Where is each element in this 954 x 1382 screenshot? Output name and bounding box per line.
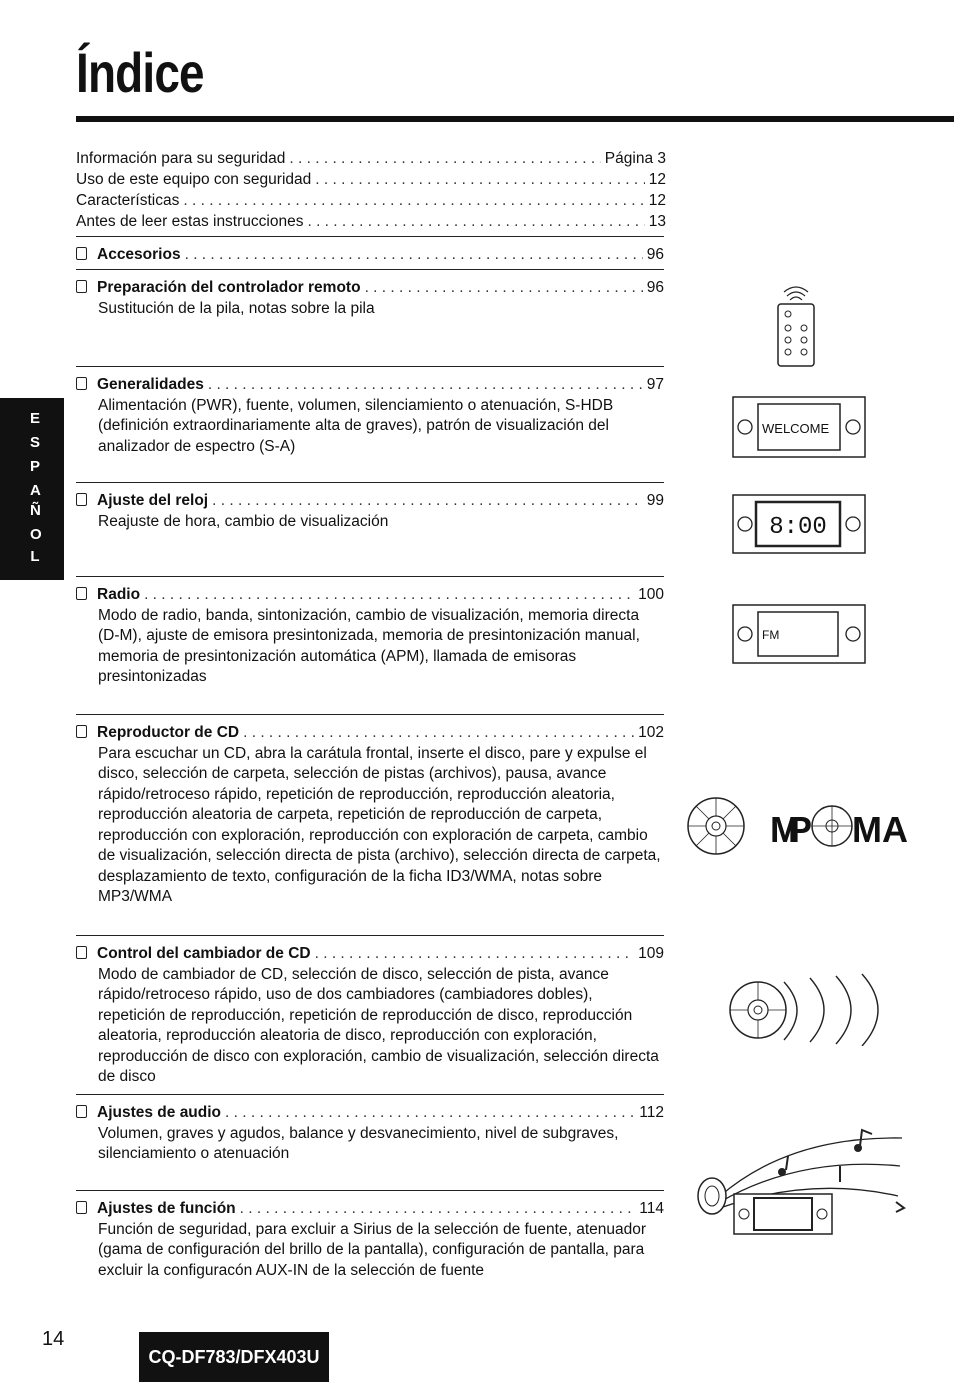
welcome-display-icon — [732, 396, 866, 458]
toc-section-generalidades — [76, 366, 664, 457]
toc-label: Información para su seguridad — [76, 150, 286, 167]
toc-section-changer — [76, 935, 664, 1088]
display-text: 8:00 — [769, 514, 827, 541]
checkbox-icon — [76, 1105, 87, 1118]
section-title: Radio — [97, 586, 141, 603]
cd-changer-icon — [726, 966, 896, 1046]
cd-mp3-wma-icon — [686, 792, 912, 862]
display-text: FM — [762, 628, 780, 642]
toc-label: Antes de leer estas instrucciones — [76, 213, 304, 230]
language-tab-letter: E — [30, 410, 41, 427]
section-description: Función de seguridad, para excluir a Sirius de la selección de fuente, atenuador (gama de configuración del brillo de la pantalla), configuración de pantalla, para excluir la configuracón AUX-IN de la selección de fuente — [98, 1220, 647, 1279]
section-title: Reproductor de CD — [97, 724, 240, 741]
section-title: Ajustes de audio — [97, 1104, 222, 1121]
section-page: 114 — [639, 1200, 664, 1217]
checkbox-icon — [76, 377, 87, 390]
checkbox-icon — [76, 725, 87, 738]
language-tab-letter: L — [30, 548, 40, 565]
section-description: Modo de radio, banda, sintonización, cambio de visualización, memoria directa (D-M), ajuste de emisora presintonizada, memoria de presintonización manual, memoria de presintonización automática (APM), llamada de emisoras presintonizadas — [98, 606, 640, 685]
checkbox-icon — [76, 280, 87, 293]
section-page: 96 — [646, 246, 664, 263]
section-title: Control del cambiador de CD — [97, 945, 311, 962]
toc-row — [76, 148, 666, 169]
section-title: Accesorios — [97, 246, 181, 263]
toc-row — [76, 169, 666, 190]
language-tab-letter: Ñ — [30, 502, 41, 519]
toc-label: Uso de este equipo con seguridad — [76, 171, 312, 188]
toc-section-funcion — [76, 1190, 664, 1281]
toc-section-cd — [76, 714, 664, 908]
clock-display-icon — [732, 494, 866, 554]
intro-list — [76, 148, 666, 232]
section-page: 97 — [646, 376, 664, 393]
toc-page: Página 3 — [604, 150, 666, 167]
language-tab-letter: O — [30, 526, 42, 543]
section-title: Ajustes de función — [97, 1200, 236, 1217]
toc-section-remote — [76, 269, 664, 319]
audio-settings-icon — [690, 1126, 910, 1236]
checkbox-icon — [76, 946, 87, 959]
checkbox-icon — [76, 1201, 87, 1214]
fm-display-icon — [732, 604, 866, 664]
remote-control-icon — [770, 278, 822, 370]
toc-section-radio — [76, 576, 664, 688]
toc-label: Características — [76, 192, 180, 209]
language-tab — [0, 398, 64, 580]
section-title: Ajuste del reloj — [97, 492, 209, 509]
display-text: WELCOME — [762, 421, 830, 436]
section-description: Alimentación (PWR), fuente, volumen, silenciamiento o atenuación, S-HDB (definición extraordinariamente alta de graves), patrón de visualización del analizador de espectro (S-A) — [98, 396, 614, 455]
section-page: 96 — [646, 279, 664, 296]
toc-page: 12 — [648, 192, 666, 209]
section-description: Reajuste de hora, cambio de visualización — [98, 512, 389, 530]
checkbox-icon — [76, 587, 87, 600]
toc-row — [76, 190, 666, 211]
language-tab-letter: P — [30, 458, 41, 475]
section-page: 112 — [639, 1104, 664, 1121]
toc-section-audio — [76, 1094, 664, 1165]
section-page: 102 — [638, 724, 664, 741]
toc-page: 12 — [648, 171, 666, 188]
title-rule — [76, 116, 954, 122]
toc-row — [76, 211, 666, 232]
toc-section-accesorios — [76, 236, 664, 266]
section-page: 109 — [638, 945, 664, 962]
page-title: Índice — [76, 41, 204, 104]
section-title: Generalidades — [97, 376, 204, 393]
page-number: 14 — [42, 1328, 65, 1350]
section-description: Para escuchar un CD, abra la carátula frontal, inserte el disco, pare y expulse el disco, selección de carpeta, selección de pistas (archivos), pausa, avance rápido/retroceso rápido, repetición de reproducción, reproducción aleatoria, reproducción aleatoria de carpeta, repetición de reproducción de carpeta, reproducción con exploración, reproducción con exploración de carpeta, cambio de visualización, selección directa de pista (archivo), selección directa de carpeta, desplazamiento de texto, configuración de la ficha ID3/WMA, notas sobre MP3/WMA — [98, 744, 661, 905]
toc-section-reloj — [76, 482, 664, 532]
checkbox-icon — [76, 493, 87, 506]
checkbox-icon — [76, 247, 87, 260]
section-page: 100 — [638, 586, 664, 603]
section-page: 99 — [646, 492, 664, 509]
mp3-label: MP — [770, 809, 812, 850]
section-description: Modo de cambiador de CD, selección de disco, selección de pista, avance rápido/retroceso rápido, uso de dos cambiadores (cambiadores dobles), repetición de reproducción, repetición de reproducción de disco, reproducción aleatoria, reproducción aleatoria de disco, reproducción con exploración, reproducción de disco con exploración, cambio de visualización, selección directa de disco — [98, 965, 659, 1085]
section-description: Volumen, graves y agudos, balance y desvanecimiento, nivel de subgraves, silenciamiento o atenuación — [98, 1124, 619, 1162]
language-tab-letter: A — [30, 482, 41, 499]
wma-label: MA — [852, 809, 908, 850]
section-title: Preparación del controlador remoto — [97, 279, 361, 296]
section-description: Sustitución de la pila, notas sobre la pila — [98, 299, 375, 317]
language-tab-letter: S — [30, 434, 41, 451]
model-badge: CQ-DF783/DFX403U — [139, 1332, 329, 1382]
toc-page: 13 — [648, 213, 666, 230]
